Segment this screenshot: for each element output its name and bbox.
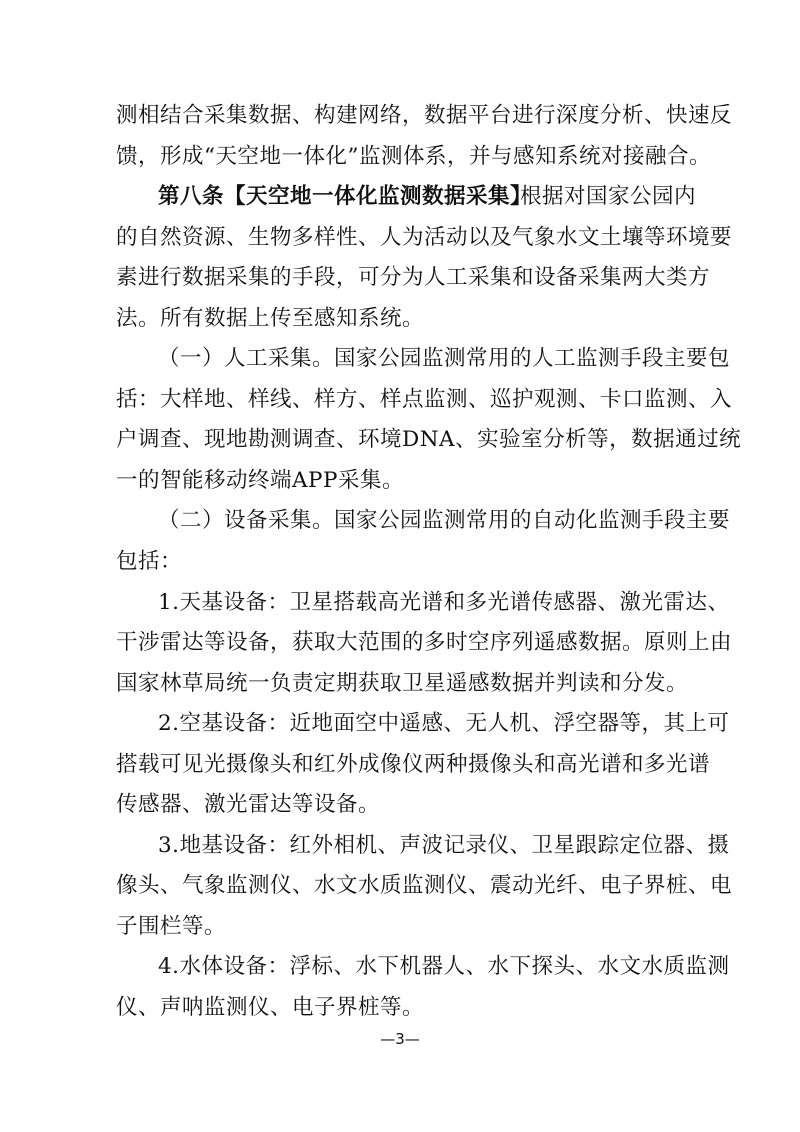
page-number: —3—: [380, 1030, 420, 1048]
article-8-text: 根据对国家公园内: [520, 184, 697, 209]
article-8-heading: 第八条【天空地一体化监测数据采集】: [158, 184, 533, 209]
document-page: 测相结合采集数据、构建网络，数据平台进行深度分析、快速反 馈，形成“天空地一体化”监测体系，并与感知系统对接融合。 第八条【天空地一体化监测数据采集】 根据对国家公园内 的自然资源、生物多样性、人为活动以及气象水文土壤等环境要 素进行数据采集的手段，可分为人工采集和设备采集两大类方 法。所有数据上传至感知系统。 （一）人工采集。国家公园监测常用的人工监测手段主要包 括：大样地、样线、样方、样点监测、巡护观测、卡口监测、入 户调查、现地勘测调查、环境DNA、实验室分析等，数据通过统 一的智能移动终端APP采集。 （二）设备采集。国家公园监测常用的自动化监测手段主要 包括： 1.天基设备：卫星搭载高光谱和多光谱传感器、激光雷达、 干涉雷达等设备，获取大范围的多时空序列遥感数据。原则上由 国家林草局统一负责定期获取卫星遥感数据并判读和分发。 2.空基设备：近地面空中遥感、无人机、浮空器等，其上可 搭载可见光摄像头和红外成像仪两种摄像头和高光谱和多光谱 传感器、激光雷达等设备。 3.地基设备：红外相机、声波记录仪、卫星跟踪定位器、摄 像头、气象监测仪、水文水质监测仪、震动光纤、电子界桩、电 子围栏等。 4.水体设备：浮标、水下机器人、水下探头、水文水质监测 仪、声呐监测仪、电子界桩等。 —3—: [0, 0, 800, 1132]
